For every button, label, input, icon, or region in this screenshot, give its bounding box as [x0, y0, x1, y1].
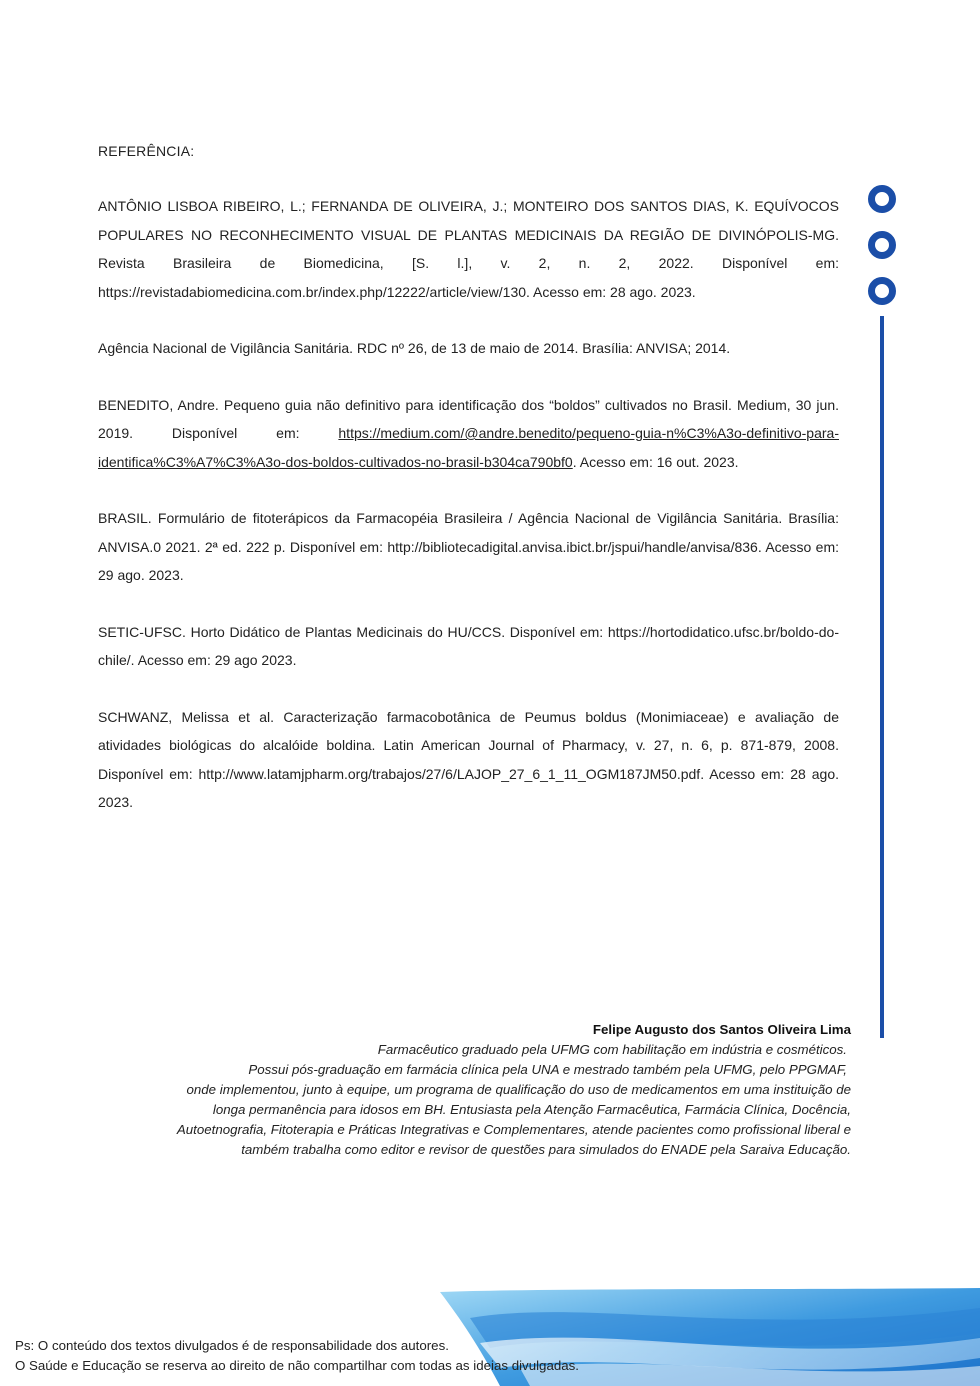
author-bio-line: também trabalha como editor e revisor de questões para simulados do ENADE pela Saraiva Educação.: [241, 1142, 851, 1157]
footer-line: O Saúde e Educação se reserva ao direito de não compartilhar com todas as ideias divulgadas.: [15, 1358, 579, 1373]
author-bio-line: longa permanência para idosos em BH. Entusiasta pela Atenção Farmacêutica, Farmácia Clínica, Docência,: [212, 1102, 851, 1117]
author-bio-line: Farmacêutico graduado pela UFMG com habilitação em indústria e cosméticos.: [377, 1042, 847, 1057]
reference-text: BENEDITO, Andre. Pequeno guia não definitivo para identificação dos “boldos” cultivados no Brasil. Medium, 30 jun. 2019. Disponível em:: [98, 396, 839, 441]
reference-item: Agência Nacional de Vigilância Sanitária. RDC nº 26, de 13 de maio de 2014. Brasília: ANVISA; 2014.: [98, 340, 731, 356]
author-bio-line: Autoetnografia, Fitoterapia e Práticas Integrativas e Complementares, atende pacientes como profissional liberal e: [176, 1122, 851, 1137]
author-bio: [91, 1040, 851, 1160]
author-name: Felipe Augusto dos Santos Oliveira Lima: [592, 1022, 851, 1037]
decorative-vertical-line: [880, 316, 884, 1038]
circle-ring-icon: [868, 231, 896, 259]
reference-item: SETIC-UFSC. Horto Didático de Plantas Medicinais do HU/CCS. Disponível em: https://hortodidatico.ufsc.br/boldo-do-chile/. Acesso em: 29 ago 2023.: [98, 623, 839, 668]
reference-item: BRASIL. Formulário de fitoterápicos da Farmacopéia Brasileira / Agência Nacional de Vigilância Sanitária. Brasília: ANVISA.0 2021. 2ª ed. 222 p. Disponível em: http://bibliotecadigital.anvisa.ibict.br/jspui/handle/anvisa/836. Acesso em: 29 ago. 2023.: [98, 510, 839, 583]
footer-disclaimer: [15, 1336, 579, 1376]
reference-item: ANTÔNIO LISBOA RIBEIRO, L.; FERNANDA DE OLIVEIRA, J.; MONTEIRO DOS SANTOS DIAS, K. EQUÍVOCOS POPULARES NO RECONHECIMENTO VISUAL DE PLANTAS MEDICINAIS DA REGIÃO DE DIVINÓPOLIS-MG. Revista Brasileira de Biomedicina, [S. l.], v. 2, n. 2, 2022. Disponível em: https://revistadabiomedicina.com.br/index.php/12222/article/view/130. Acesso em: 28 ago. 2023.: [98, 198, 839, 300]
reference-text: . Acesso em: 16 out. 2023.: [572, 453, 739, 470]
author-bio-line: onde implementou, junto à equipe, um programa de qualificação do uso de medicamentos em uma instituição de: [186, 1082, 851, 1097]
references-heading: REFERÊNCIA:: [98, 143, 195, 159]
reference-link[interactable]: https://medium.com/@andre.benedito/pequeno-guia-n%C3%A3o-definitivo-para-identifica%C3%A7%C3%A3o-dos-boldos-cultivados-no-brasil-b304ca790bf0: [98, 425, 839, 470]
reference-list: [98, 192, 839, 845]
author-bio-line: Possui pós-graduação em farmácia clínica pela UNA e mestrado também pela UFMG, pelo PPGMAF,: [248, 1062, 847, 1077]
circle-ring-icon: [868, 277, 896, 305]
reference-item: SCHWANZ, Melissa et al. Caracterização farmacobotânica de Peumus boldus (Monimiaceae) e avaliação de atividades biológicas do alcalóide boldina. Latin American Journal of Pharmacy, v. 27, n. 6, p. 871-879, 2008. Disponível em: http://www.latamjpharm.org/trabajos/27/6/LAJOP_27_6_1_11_OGM187JM50.pdf. Acesso em: 28 ago. 2023.: [98, 708, 839, 810]
reference-item: [98, 391, 839, 477]
footer-line: Ps: O conteúdo dos textos divulgados é de responsabilidade dos autores.: [15, 1338, 449, 1353]
circle-ring-icon: [868, 185, 896, 213]
author-block: [91, 1020, 851, 1160]
